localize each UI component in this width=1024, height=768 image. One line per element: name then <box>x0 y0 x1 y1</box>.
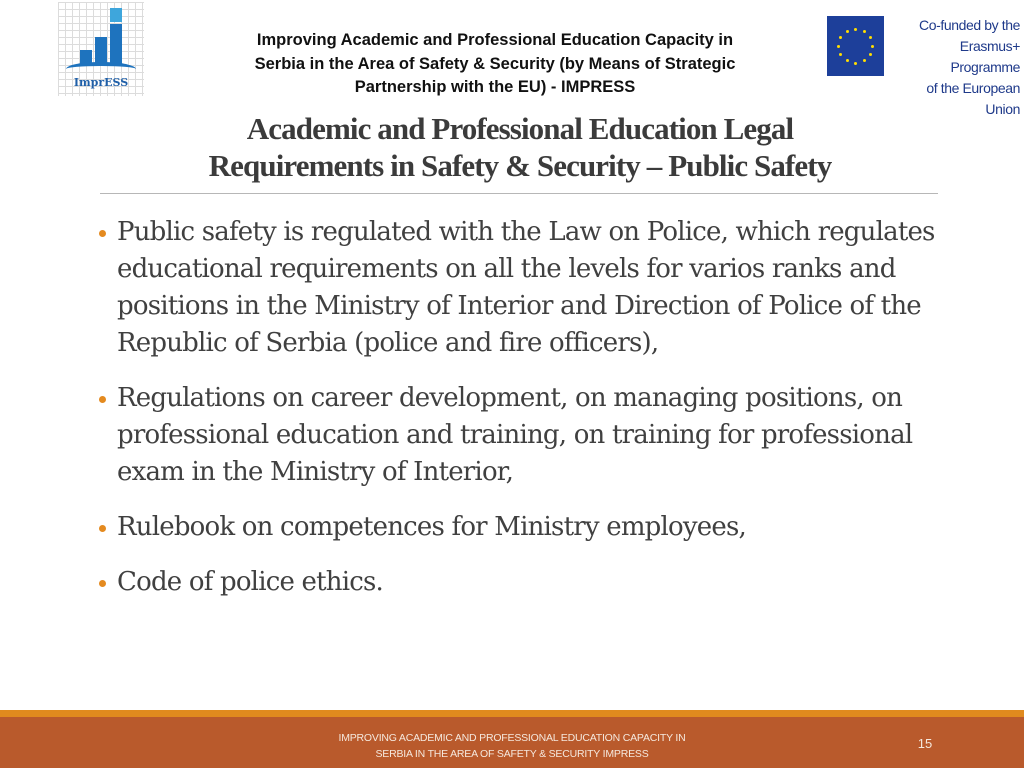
eu-star-icon <box>846 59 849 62</box>
bullet-text: Public safety is regulated with the Law on Police, which regulates educational requirements on all the levels for varios ranks and positions in the Ministry of Interior and Direction of Police of the Republic of Serbia (police and fire officers), <box>117 217 935 358</box>
eu-cofunded-text <box>890 15 1020 120</box>
title-divider <box>100 193 938 194</box>
eu-star-icon <box>846 30 849 33</box>
eu-star-icon <box>854 62 857 65</box>
logo-bar-icon <box>95 37 107 65</box>
footer-text <box>300 730 724 762</box>
bullet-item <box>98 564 958 601</box>
slide-title <box>100 110 940 184</box>
eu-text-line: of the European Union <box>926 80 1020 117</box>
eu-star-icon <box>837 45 840 48</box>
bullet-item <box>98 214 958 362</box>
project-title <box>190 29 800 100</box>
eu-star-icon <box>839 53 842 56</box>
slide-title-line: Academic and Professional Education Legal <box>246 111 794 146</box>
eu-star-icon <box>869 36 872 39</box>
bullet-item <box>98 509 958 546</box>
eu-star-icon <box>839 36 842 39</box>
eu-star-icon <box>863 59 866 62</box>
bullet-dot-icon <box>99 580 106 587</box>
impress-logo <box>58 2 144 96</box>
eu-star-icon <box>854 28 857 31</box>
footer-text-line: IMPROVING ACADEMIC AND PROFESSIONAL EDUCATION CAPACITY IN <box>338 732 686 744</box>
page-number: 15 <box>917 736 933 751</box>
logo-arc-icon <box>66 62 136 76</box>
project-title-line: Partnership with the EU) - IMPRESS <box>354 78 636 96</box>
bullet-text: Code of police ethics. <box>117 567 383 597</box>
eu-star-icon <box>863 30 866 33</box>
eu-star-icon <box>871 45 874 48</box>
footer-stripe <box>0 710 1024 717</box>
project-title-line: Serbia in the Area of Safety & Security (by Means of Strategic <box>254 54 736 73</box>
eu-text-line: Erasmus+ Programme <box>950 38 1020 75</box>
logo-bar-icon <box>110 8 122 22</box>
project-title-line: Improving Academic and Professional Education Capacity in <box>256 31 734 49</box>
bullet-list <box>98 214 958 619</box>
bullet-dot-icon <box>99 525 106 532</box>
eu-star-icon <box>869 53 872 56</box>
logo-bar-icon <box>110 24 122 65</box>
bullet-dot-icon <box>99 230 106 237</box>
bullet-text: Regulations on career development, on managing positions, on professional education and training, on training for professional exam in the Ministry of Interior, <box>117 383 913 487</box>
bullet-text: Rulebook on competences for Ministry employees, <box>117 512 746 542</box>
eu-text-line: Co-funded by the <box>918 17 1020 33</box>
eu-flag-icon <box>827 16 884 76</box>
footer-text-line: SERBIA IN THE AREA OF SAFETY & SECURITY IMPRESS <box>375 748 649 760</box>
bullet-item <box>98 380 958 491</box>
slide-title-line: Requirements in Safety & Security – Public Safety <box>208 148 832 183</box>
logo-text: ImprESS <box>73 76 129 89</box>
bullet-dot-icon <box>99 396 106 403</box>
